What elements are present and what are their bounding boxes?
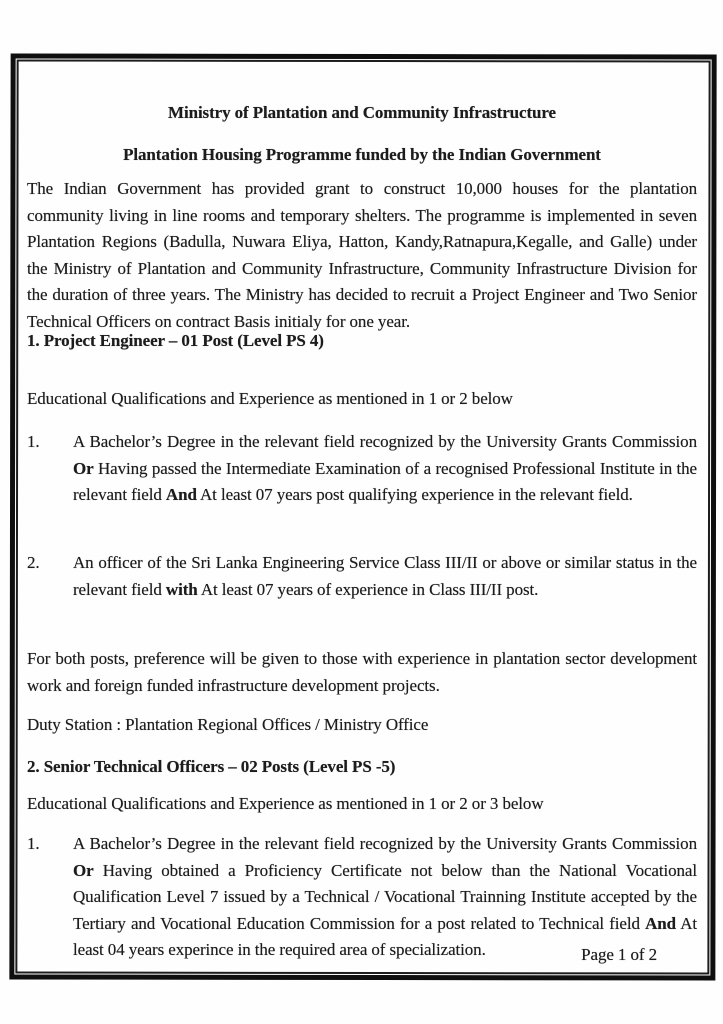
list-item-text: At least 07 years post qualifying experience in the relevant field.	[196, 485, 633, 504]
list-item-text: Having obtained a Proficiency Certificate not below than the National Vocational Qualification Level 7 issued by a Technical / Vocational Trainning Institute accepted by the Tertiary and Vocational Education Commission for a post related to Technical field	[73, 860, 697, 933]
section1-qualification-item-1	[27, 429, 697, 509]
list-item-text: Having passed the Intermediate Examination of a recognised Professional Institute in the relevant field	[73, 458, 697, 504]
bold-conjunction: And	[165, 485, 197, 504]
duty-station-line: Duty Station : Plantation Regional Offices / Ministry Office	[27, 715, 429, 734]
list-item-number: 2.	[27, 553, 40, 572]
list-item-text: An officer of the Sri Lanka Engineering Service Class III/II or above or similar status in the relevant field	[73, 553, 697, 599]
list-item-number: 1.	[27, 432, 40, 451]
bold-conjunction: And	[645, 913, 676, 933]
section1-qualification-item-2	[27, 550, 697, 603]
document-title: Ministry of Plantation and Community Infrastructure	[168, 103, 556, 122]
bold-conjunction: with	[165, 579, 198, 599]
list-item-text: At least 04 years experince in the required area of specialization.	[73, 913, 698, 959]
page-number-footer: Page 1 of 2	[581, 945, 657, 964]
section2-heading: 2. Senior Technical Officers – 02 Posts (Level PS -5)	[27, 757, 396, 776]
document-subtitle: Plantation Housing Programme funded by the Indian Government	[123, 145, 601, 164]
bold-conjunction: Or	[73, 458, 94, 478]
intro-paragraph: The Indian Government has provided grant to construct 10,000 houses for the plantation community living in line rooms and temporary shelters. The programme is implemented in seven Plantation Regions (Badulla, Nuwara Eliya, Hatton, Kandy,Ratnapura,Kegalle, and Galle) under the Ministry of Plantation and Community Infrastructure, Community Infrastructure Division for the duration of three years. The Ministry has decided to recruit a Project Engineer and Two Senior Technical Officers on contract Basis initialy for one year.	[27, 179, 697, 331]
list-item-text: At least 07 years of experience in Class III/II post.	[197, 579, 539, 599]
list-item-text: A Bachelor’s Degree in the relevant field recognized by the University Grants Commission	[73, 432, 697, 451]
list-item-text: A Bachelor’s Degree in the relevant field recognized by the University Grants Commission	[73, 834, 697, 853]
section1-qualifications-intro: Educational Qualifications and Experience as mentioned in 1 or 2 below	[27, 389, 513, 408]
section2-qualifications-intro: Educational Qualifications and Experience as mentioned in 1 or 2 or 3 below	[27, 794, 544, 813]
list-item-number: 1.	[27, 834, 40, 853]
bold-conjunction: Or	[73, 860, 94, 880]
section1-heading: 1. Project Engineer – 01 Post (Level PS 4)	[27, 331, 324, 350]
preference-note: For both posts, preference will be given to those with experience in plantation sector development work and foreign funded infrastructure development projects.	[27, 649, 697, 695]
